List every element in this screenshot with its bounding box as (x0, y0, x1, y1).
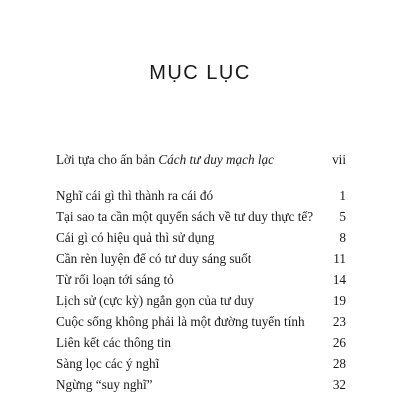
toc-entry-title-prefix: Lời tựa cho ấn bản (56, 152, 159, 167)
toc-entry (56, 375, 346, 395)
toc-entry-title (56, 150, 274, 170)
toc-entry-page: 8 (339, 230, 346, 245)
toc-entry-title: Từ rối loạn tới sáng tỏ (56, 272, 174, 287)
toc-entry (56, 207, 346, 227)
toc-entry-preface (56, 150, 346, 170)
toc-entry-title: Nghĩ cái gì thì thành ra cái đó (56, 188, 214, 203)
toc-heading: MỤC LỤC (149, 62, 251, 84)
toc-entry-title: Cái gì có hiệu quả thì sử dụng (56, 230, 215, 245)
toc-entry (56, 291, 346, 311)
toc-entry-page: 5 (339, 209, 346, 224)
toc-entry-page: 32 (332, 377, 346, 392)
toc-entry-title: Tại sao ta cần một quyển sách về tư duy thực tế? (56, 209, 314, 224)
toc-entry (56, 186, 346, 206)
toc-entry-page: 19 (332, 293, 346, 308)
toc-entry (56, 312, 346, 332)
toc-entry-page: vii (332, 152, 346, 167)
toc-entry-page: 1 (339, 188, 346, 203)
toc-entry-title-emphasis: Cách tư duy mạch lạc (158, 152, 274, 167)
toc-entry-page: 23 (332, 314, 346, 329)
toc-entry (56, 228, 346, 248)
toc-entry-page: 11 (333, 251, 346, 266)
toc-entry-title: Liên kết các thông tin (56, 335, 171, 350)
toc-entry-title: Cuộc sống không phải là một đường tuyến tính (56, 314, 305, 329)
toc-entry (56, 333, 346, 353)
toc-entry-page: 26 (332, 335, 346, 350)
toc-entry-title: Sàng lọc các ý nghĩ (56, 356, 160, 371)
toc-entry (56, 249, 346, 269)
toc-entry-title: Lịch sử (cực kỳ) ngắn gọn của tư duy (56, 293, 254, 308)
toc-entry-page: 14 (332, 272, 346, 287)
toc-entry (56, 270, 346, 290)
toc-entry-title: Cần rèn luyện để có tư duy sáng suốt (56, 251, 252, 266)
toc-entry (56, 354, 346, 374)
toc-entry-page: 28 (332, 356, 346, 371)
toc-entry-title: Ngừng “suy nghĩ” (56, 377, 153, 392)
